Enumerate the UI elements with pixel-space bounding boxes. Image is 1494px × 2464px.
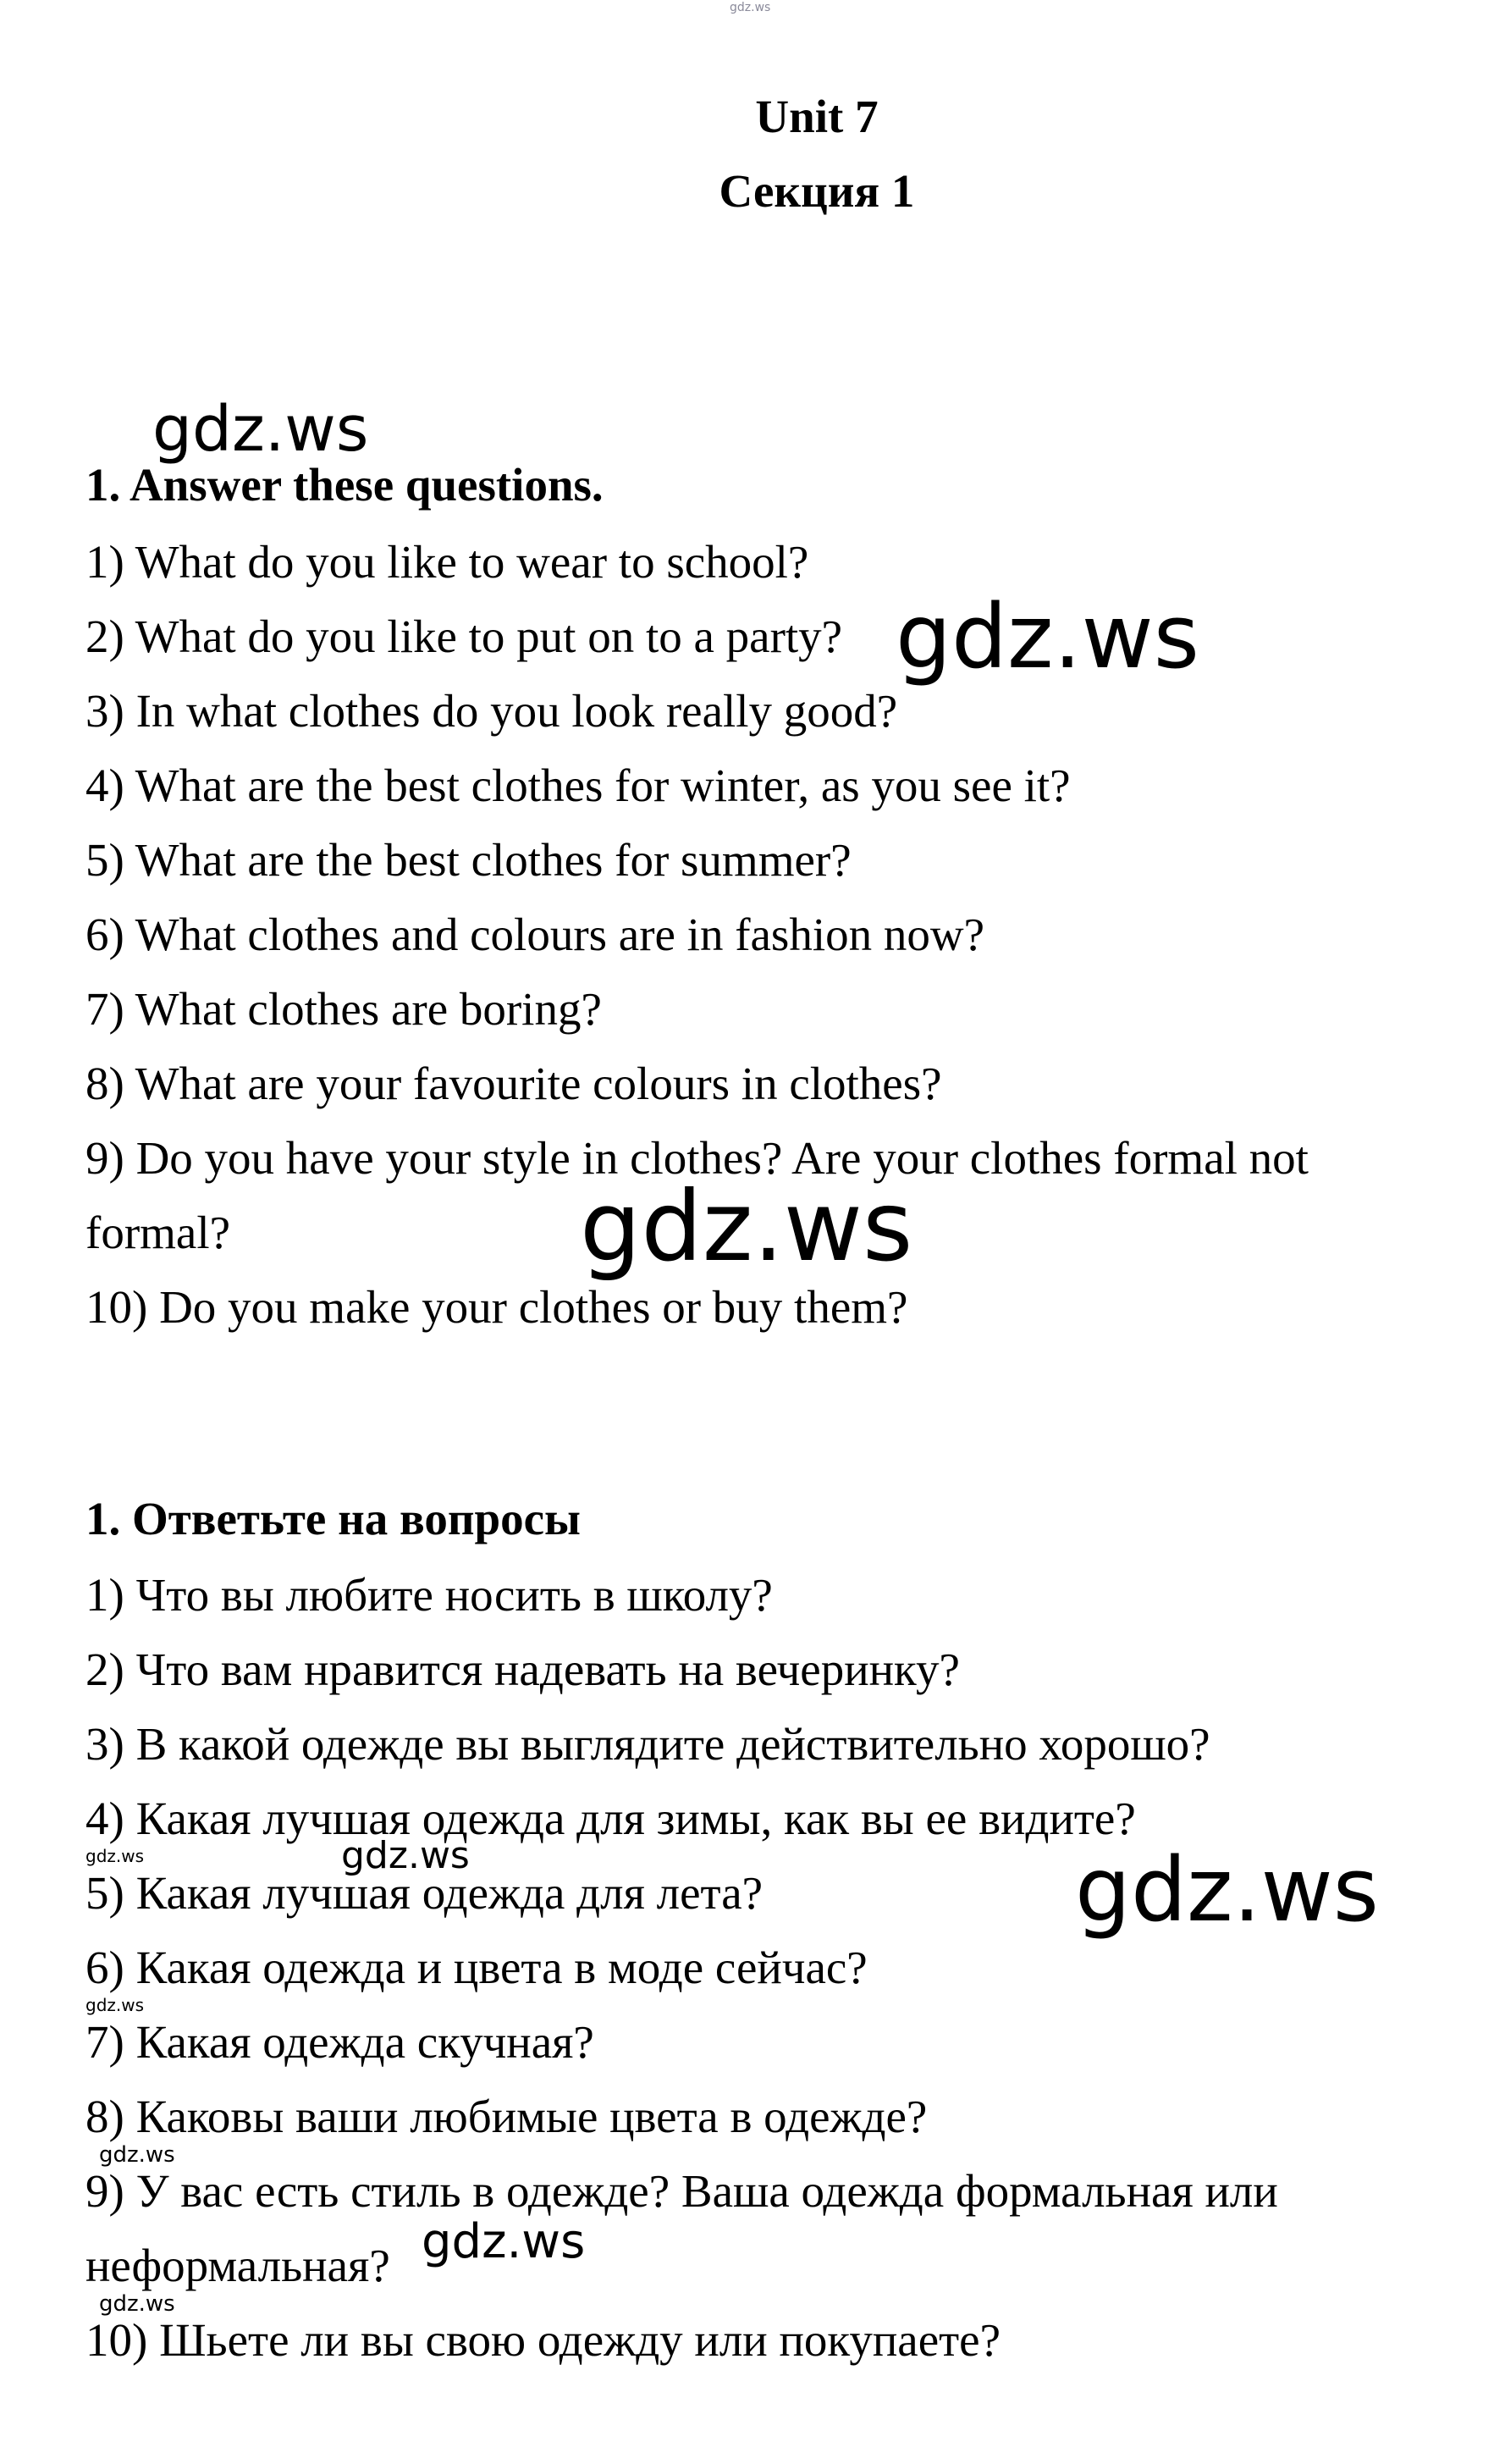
english-question: 3) In what clothes do you look really good? xyxy=(85,685,898,737)
watermark: gdz.ws xyxy=(85,1995,145,2015)
english-question: 6) What clothes and colours are in fashion now? xyxy=(85,909,984,960)
russian-question: 2) Что вам нравится надевать на вечеринку? xyxy=(85,1644,960,1695)
english-question: 5) What are the best clothes for summer? xyxy=(85,834,852,886)
english-question: 4) What are the best clothes for winter, as you see it? xyxy=(85,760,1071,811)
watermark: gdz.ws xyxy=(85,1846,145,1866)
watermark: gdz.ws xyxy=(99,2142,175,2168)
english-question: 2) What do you like to put on to a party? xyxy=(85,610,843,662)
watermark: gdz.ws xyxy=(1075,1838,1379,1942)
russian-question: 7) Какая одежда скучная? xyxy=(85,2016,594,2068)
english-exercise-heading: 1. Answer these questions. xyxy=(85,459,604,511)
watermark: gdz.ws xyxy=(152,393,369,466)
watermark: gdz.ws xyxy=(730,1,771,14)
section-title: Секция 1 xyxy=(719,165,915,217)
english-question: 7) What clothes are boring? xyxy=(85,983,602,1035)
english-question: 1) What do you like to wear to school? xyxy=(85,536,809,588)
english-question: 10) Do you make your clothes or buy them? xyxy=(85,1281,908,1333)
watermark: gdz.ws xyxy=(896,585,1199,688)
russian-question-list xyxy=(85,1558,1440,2378)
english-question: 8) What are your favourite colours in clothes? xyxy=(85,1058,942,1109)
russian-question: 6) Какая одежда и цвета в моде сейчас? xyxy=(85,1942,868,1993)
russian-question: 3) В какой одежде вы выглядите действительно хорошо? xyxy=(85,1718,1210,1770)
watermark: gdz.ws xyxy=(341,1834,470,1877)
russian-question: 5) Какая лучшая одежда для лета? xyxy=(85,1867,764,1919)
watermark: gdz.ws xyxy=(580,1170,913,1283)
russian-question: 4) Какая лучшая одежда для зимы, как вы ее видите? xyxy=(85,1793,1136,1844)
watermark: gdz.ws xyxy=(422,2214,586,2269)
unit-title: Unit 7 xyxy=(755,91,879,142)
russian-question: 1) Что вы любите носить в школу? xyxy=(85,1569,773,1621)
russian-exercise-heading: 1. Ответьте на вопросы xyxy=(85,1493,581,1544)
russian-question: 9) У вас есть стиль в одежде? Ваша одежда формальная или неформальная? xyxy=(85,2165,1278,2291)
russian-question: 10) Шьете ли вы свою одежду или покупаете? xyxy=(85,2314,1001,2366)
russian-question: 8) Каковы ваши любимые цвета в одежде? xyxy=(85,2091,928,2142)
english-question: 9) Do you have your style in clothes? Are your clothes formal not formal? xyxy=(85,1132,1309,1258)
watermark: gdz.ws xyxy=(99,2291,175,2317)
english-question-list xyxy=(85,525,1440,1345)
